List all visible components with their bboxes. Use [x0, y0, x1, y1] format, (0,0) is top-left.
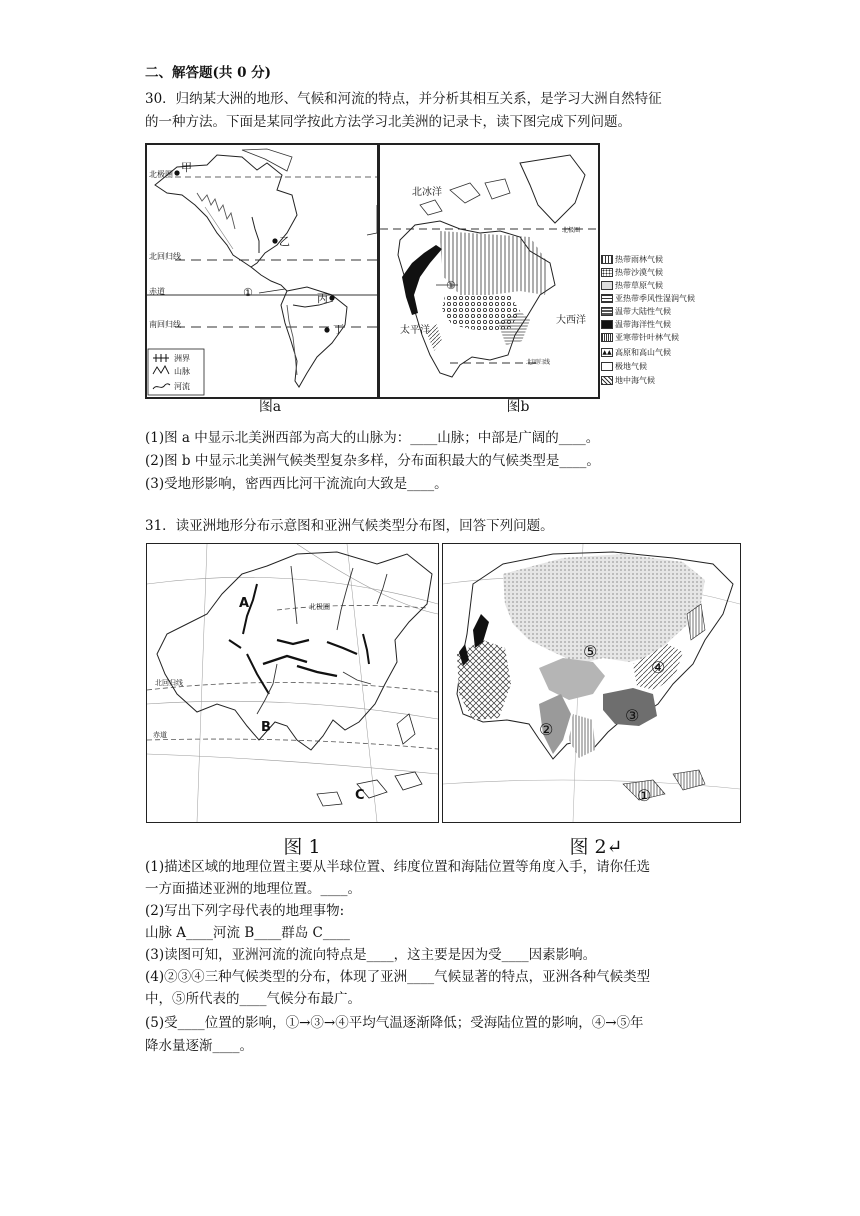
figure-2-caption: 图 2↵: [569, 836, 623, 858]
label-bing: 丙: [317, 292, 328, 305]
q30-stem-line2: 的一种方法。下面是某同学按此方法学习北美洲的记录卡，读下图完成下列问题。: [145, 114, 631, 130]
label-atlantic: 大西洋: [556, 315, 586, 326]
swatch-desert: [601, 268, 613, 277]
legend-b-item-7: 亚寒带针叶林气候: [615, 333, 679, 342]
q31-stem: 31．读亚洲地形分布示意图和亚洲气候类型分布图，回答下列问题。: [145, 518, 554, 534]
q31-sub3: (3)读图可知，亚洲河流的流向特点是____，这主要是因为受____因素影响。: [145, 947, 597, 963]
legend-b-item-3: 热带草原气候: [615, 281, 663, 290]
q31-sub2-line2: 山脉 A____河流 B____群岛 C____: [145, 925, 350, 941]
legend-b-item-5: 温带大陆性气候: [615, 307, 671, 316]
label-n1: ①: [637, 786, 652, 805]
label-arctic-circle-1: 北极圈: [309, 603, 330, 611]
label-n5: ⑤: [583, 642, 598, 661]
swatch-polar: [601, 362, 613, 371]
label-n4-north: ④: [651, 658, 666, 677]
label-A: A: [239, 596, 250, 611]
q30-sub1: (1)图 a 中显示北美洲西部为高大的山脉为：____山脉；中部是广阔的____。: [145, 430, 600, 446]
q30-sub2: (2)图 b 中显示北美洲气候类型复杂多样，分布面积最大的气候类型是____。: [145, 453, 600, 469]
swatch-mediterranean: [601, 376, 613, 385]
q31-sub4-line1: (4)②③④三种气候类型的分布，体现了亚洲____气候显著的特点，亚洲各种气候类型: [145, 969, 651, 985]
legend-b-item-9: 极地气候: [615, 362, 647, 371]
legend-b-item-6: 温带海洋性气候: [615, 320, 671, 329]
label-circle1-a: ①: [243, 286, 253, 299]
label-equator-a: 赤道: [149, 287, 165, 296]
label-ding: 丁: [333, 323, 344, 336]
legend-b-item-1: 热带雨林气候: [615, 255, 663, 264]
label-B: B: [261, 720, 271, 735]
legend-a-item-2: 山脉: [174, 367, 190, 376]
label-tropic-cancer-a: 北回归线: [149, 252, 181, 261]
figure-a-caption: 图a: [258, 399, 282, 415]
figure-b-climate-map: [378, 143, 600, 399]
figure-a-americas-map: [145, 143, 379, 399]
label-arctic-circle-b: 北极圈: [562, 227, 581, 234]
figure-2-asia-climate-map: [442, 543, 741, 823]
q30-stem-line1: 30．归纳某大洲的地形、气候和河流的特点，并分析其相互关系，是学习大洲自然特征: [145, 91, 662, 107]
legend-b-item-2: 热带沙漠气候: [615, 268, 663, 277]
swatch-subtropical-monsoon: [601, 294, 613, 303]
label-tropic-cancer-1: 北回归线: [155, 679, 183, 687]
legend-b-item-8: 高原和高山气候: [615, 348, 671, 357]
label-pacific: 太平洋: [400, 325, 430, 336]
label-n2: ②: [539, 720, 554, 739]
figure-1-asia-terrain-map: [146, 543, 439, 823]
label-circle1-b: ①: [446, 279, 456, 292]
legend-b-item-4: 亚热带季风性湿润气候: [615, 294, 695, 303]
figure-1-caption: 图 1: [283, 836, 321, 858]
swatch-highland: ▲▲: [602, 349, 612, 356]
label-C: C: [355, 788, 365, 803]
figure-b-legend: [601, 255, 711, 395]
swatch-marine-west-coast: [601, 320, 613, 329]
swatch-temperate-continental: [601, 307, 613, 316]
legend-a-item-3: 河流: [174, 382, 190, 391]
q31-sub1-line1: (1)描述区域的地理位置主要从半球位置、纬度位置和海陆位置等角度入手，请你任选: [145, 859, 651, 875]
q31-sub2-line1: (2)写出下列字母代表的地理事物:: [145, 903, 345, 919]
q31-sub5-line2: 降水量逐渐____。: [145, 1038, 253, 1054]
legend-a-item-1: 洲界: [174, 354, 190, 363]
q31-sub5-line1: (5)受____位置的影响，①→③→④平均气温逐渐降低；受海陆位置的影响，④→⑤年: [145, 1015, 644, 1031]
section-title: 二、解答题(共 0 分): [145, 65, 272, 81]
label-arctic-ocean: 北冰洋: [412, 187, 442, 198]
label-equator-1: 赤道: [153, 731, 167, 739]
legend-b-item-10: 地中海气候: [615, 376, 655, 385]
q31-sub4-line2: 中，⑤所代表的____气候分布最广。: [145, 991, 361, 1007]
label-yi: 乙: [279, 235, 290, 248]
swatch-rainforest: [601, 255, 613, 264]
swatch-savanna: [601, 281, 613, 290]
label-tropic-capricorn-a: 南回归线: [149, 320, 181, 329]
label-arctic-circle-a: 北极圈: [149, 170, 173, 179]
figure-b-caption: 图b: [506, 399, 530, 415]
label-jia: 甲: [181, 161, 192, 174]
q30-sub3: (3)受地形影响，密西西比河干流流向大致是____。: [145, 476, 448, 492]
label-n3: ③: [625, 706, 640, 725]
label-tropic-cancer-b: 北回归线: [526, 359, 551, 366]
q31-sub1-line2: 一方面描述亚洲的地理位置。____。: [145, 881, 361, 897]
swatch-subarctic: [601, 333, 613, 342]
